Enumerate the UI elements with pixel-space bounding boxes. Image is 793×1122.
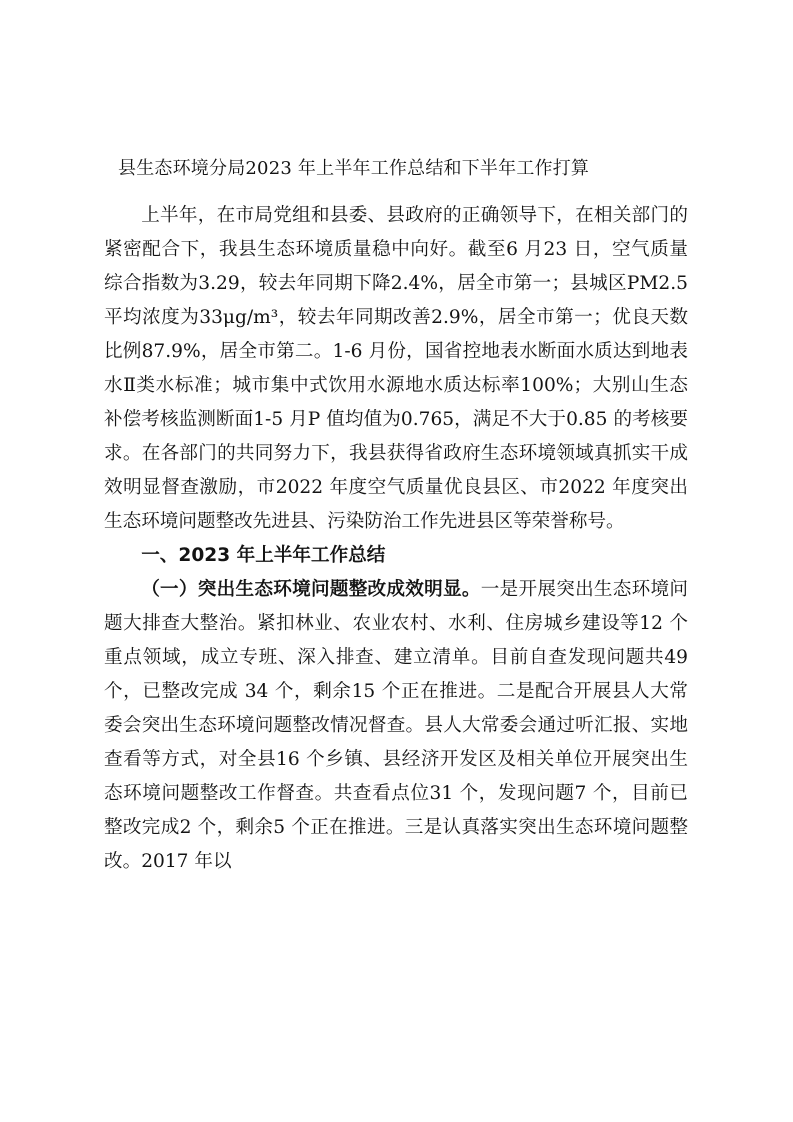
document-title: 县生态环境分局2023 年上半年工作总结和下半年工作打算 xyxy=(118,158,590,179)
subsection-heading: （一）突出生态环境问题整改成效明显。 xyxy=(141,579,481,600)
intro-paragraph: 上半年，在市局党组和县委、县政府的正确领导下，在相关部门的紧密配合下，我县生态环境质量稳中向好。截至6 月23 日，空气质量综合指数为3.29，较去年同期下降2.4%，居全市第一；县城区PM2.5 平均浓度为33μg/m³，较去年同期改善2.9%，居全市第一；优良天数比例87.9%，居全市第二。1-6 月份，国省控地表水断面水质达到地表水Ⅱ类水标准；城市集中式饮用水源地水质达标率100%；大别山生态补偿考核监测断面1-5 月P 值均值为0.765，满足不大于0.85 的考核要求。在各部门的共同努力下，我县获得省政府生态环境领域真抓实干成效明显督查激励，市2022 年度空气质量优良县区、市2022 年度突出生态环境问题整改先进县、污染防治工作先进县区等荣誉称号。 xyxy=(104,205,688,532)
document-body xyxy=(104,199,688,879)
subsection-paragraph xyxy=(104,573,688,879)
subsection-body: 一是开展突出生态环境问题大排查大整治。紧扣林业、农业农村、水利、住房城乡建设等12 个重点领域，成立专班、深入排查、建立清单。目前自查发现问题共49 个，已整改完成 34 个，剩余15 个正在推进。二是配合开展县人大常委会突出生态环境问题整改情况督查。县人大常委会通过听汇报、实地查看等方式，对全县16 个乡镇、县经济开发区及相关单位开展突出生态环境问题整改工作督查。共查看点位31 个，发现问题7 个，目前已整改完成2 个，剩余5 个正在推进。三是认真落实突出生态环境问题整改。2017 年以 xyxy=(104,579,688,872)
section-heading: 一、2023 年上半年工作总结 xyxy=(141,545,386,566)
